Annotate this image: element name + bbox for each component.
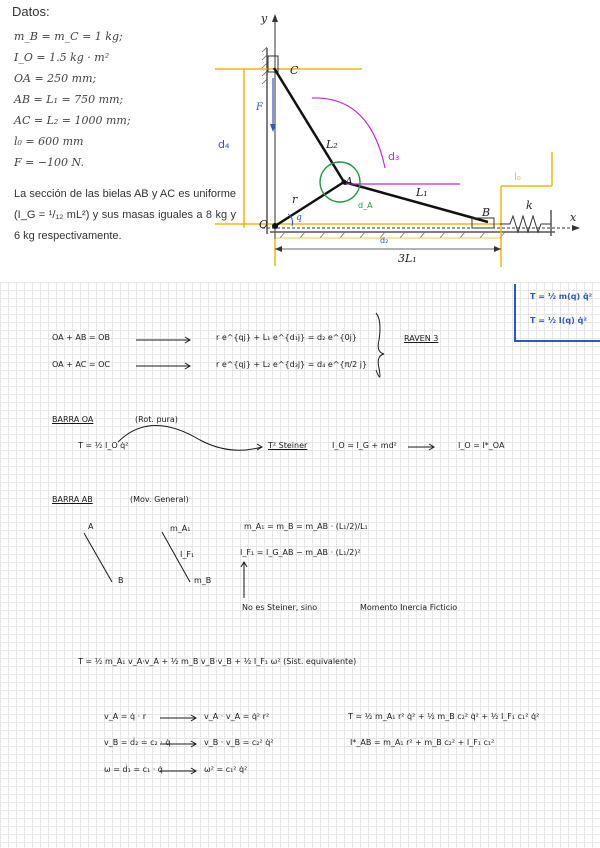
sketch-label-a: A — [88, 522, 94, 531]
label-b: B — [482, 206, 491, 219]
sketch-label-b: B — [118, 576, 124, 585]
mass-eq: m_A₁ = m_B = m_AB · (L₁/2)/L₁ — [244, 522, 368, 531]
eq-loop2-left: OA + AC = OC — [52, 360, 111, 369]
datos-line-oa: OA = 250 mm; — [14, 72, 97, 85]
label-c: C — [290, 64, 299, 77]
datos-line-ab: AB = L₁ = 750 mm; — [14, 93, 124, 106]
va2-eq: v_A · v_A = q̇² r² — [204, 712, 270, 721]
va-eq: v_A = q̇ · r — [104, 712, 146, 721]
momento-note: Momento Inercia Ficticio — [360, 603, 458, 612]
sketch-label-ma: m_A₁ — [170, 524, 191, 533]
bar-ab-sketch — [84, 533, 112, 582]
label-l2: L₂ — [326, 138, 338, 151]
label-o: O — [259, 218, 269, 231]
t-oa-eq: T = ½ I_O q̇² — [78, 441, 129, 450]
i-star-eq: I*_AB = m_A₁ r² + m_B c₂² + I_F₁ c₁² — [350, 738, 495, 747]
datos-line-mass: m_B = m_C = 1 kg; — [14, 30, 123, 43]
label-q: q — [296, 213, 302, 223]
label-l1: L₁ — [416, 186, 428, 199]
label-span: 3L₁ — [398, 252, 417, 265]
datos-paragraph: La sección de las bielas AB y AC es uniforme (I_G = ¹/₁₂ mL²) y sus masas iguales a 8 kg y 6 kg respectivamente. — [14, 188, 236, 242]
label-da: d_A — [358, 201, 373, 210]
sketch-label-mb: m_B — [194, 576, 212, 585]
barra-ab-subtitle: (Mov. General) — [130, 495, 189, 504]
datos-line-l0: l₀ = 600 mm — [14, 135, 84, 148]
x-label: x — [570, 211, 577, 224]
datos-line-force: F = −100 N. — [14, 156, 84, 169]
eq-loop2-right: r e^{qj} + L₂ e^{d₃j} = d₄ e^{π/2 j} — [216, 360, 368, 369]
barra-oa-title: BARRA OA — [52, 415, 94, 424]
sketch-label-if: I_F₁ — [180, 550, 195, 559]
box-line-mass: T = ½ m(q) q̇² — [530, 292, 593, 301]
eq-loop1-left: OA + AB = OB — [52, 333, 110, 342]
datos-line-ac: AC = L₂ = 1000 mm; — [14, 114, 131, 127]
label-a: A — [345, 175, 353, 188]
system-brace — [376, 313, 384, 377]
label-f: F — [256, 102, 263, 113]
omega-eq: ω = ḋ₁ = c₁ · q̇ — [104, 765, 163, 774]
label-d3: d₃ — [388, 150, 400, 163]
bar-equivalent-sketch — [162, 532, 190, 582]
t-final-eq: T = ½ m_A₁ r² q̇² + ½ m_B c₂² q̇² + ½ I_F₁ c₁² q̇² — [348, 712, 540, 721]
arrow-steiner — [118, 425, 262, 450]
label-l0: l₀ — [514, 172, 521, 183]
if-eq: I_F₁ = I_G_AB − m_AB · (L₁/2)² — [240, 548, 361, 557]
y-label: y — [261, 12, 268, 25]
label-k: k — [526, 199, 533, 212]
omega2-eq: ω² = c₁² q̇² — [204, 765, 248, 774]
label-d2: d₂ — [380, 236, 389, 245]
no-steiner-note: No es Steiner, sino — [242, 603, 318, 612]
datos-line-inertia: I_O = 1.5 kg · m² — [14, 51, 110, 64]
io-star-eq: I_O = I*_OA — [458, 441, 505, 450]
label-r: r — [292, 193, 298, 206]
t-total-eq: T = ½ m_A₁ v_A·v_A + ½ m_B v_B·v_B + ½ I_F₁ ω² (Sist. equivalente) — [78, 657, 357, 666]
eq-loop1-right: r e^{qj} + L₁ e^{d₁j} = d₂ e^{0j} — [216, 333, 357, 342]
raven-label: RAVEN 3 — [404, 334, 439, 343]
steiner-label: T² Steiner — [268, 441, 308, 450]
vb-eq: v_B = ḋ₂ = c₂ · q̇ — [104, 738, 171, 747]
io-eq: I_O = I_G + md² — [332, 441, 397, 450]
vb2-eq: v_B · v_B = c₂² q̇² — [204, 738, 274, 747]
barra-oa-subtitle: (Rot. pura) — [135, 415, 178, 424]
label-d4: d₄ — [218, 138, 230, 151]
barra-ab-title: BARRA AB — [52, 495, 93, 504]
box-line-inertia: T = ½ I(q) q̇² — [530, 316, 587, 325]
datos-title: Datos: — [12, 4, 50, 19]
